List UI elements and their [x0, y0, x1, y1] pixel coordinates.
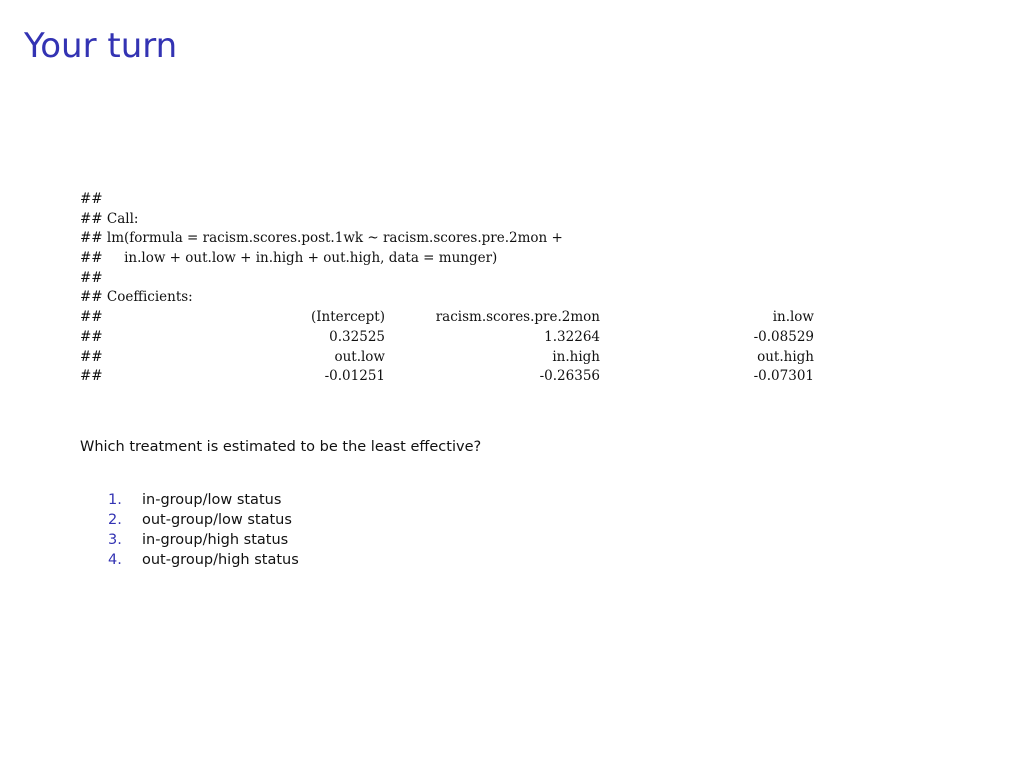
question-text: Which treatment is estimated to be the least effective? [80, 439, 482, 455]
slide-title: Your turn [24, 26, 178, 66]
coefficient-value-row [80, 367, 840, 387]
coefficient-value: -0.26356 [539, 368, 600, 385]
coefficient-value-row [80, 328, 840, 348]
answer-option [108, 510, 299, 530]
coefficient-header-row [80, 348, 840, 368]
comment-prefix: ## [80, 328, 103, 345]
code-text: ## Coefficients: [80, 289, 193, 306]
code-line [80, 288, 840, 308]
option-label: out-group/low status [142, 512, 292, 528]
code-line [80, 190, 840, 210]
option-label: out-group/high status [142, 552, 299, 568]
coefficient-name: (Intercept) [310, 309, 385, 326]
option-label: in-group/low status [142, 492, 282, 508]
option-label: in-group/high status [142, 532, 289, 548]
coefficient-value: -0.07301 [753, 368, 814, 385]
option-number: 4. [108, 552, 122, 568]
coefficient-header-row [80, 308, 840, 328]
answer-option [108, 530, 299, 550]
code-line [80, 269, 840, 289]
coefficient-value: -0.08529 [753, 328, 814, 345]
code-text: ## Call: [80, 210, 139, 227]
coefficient-value: 0.32525 [329, 328, 385, 345]
coefficient-value: 1.32264 [544, 328, 600, 345]
option-number: 3. [108, 532, 122, 548]
r-console-output [80, 190, 840, 387]
option-number: 2. [108, 512, 122, 528]
coefficient-name: racism.scores.pre.2mon [435, 309, 600, 326]
coefficient-name: out.high [757, 348, 814, 365]
answer-option [108, 490, 299, 510]
code-text: ## lm(formula = racism.scores.post.1wk ~ racism.scores.pre.2mon + [80, 230, 563, 247]
coefficient-value: -0.01251 [324, 368, 385, 385]
coefficient-name: out.low [334, 348, 385, 365]
comment-prefix: ## [80, 348, 103, 365]
option-number: 1. [108, 492, 122, 508]
code-line [80, 229, 840, 249]
code-text: ## [80, 269, 103, 286]
code-line [80, 210, 840, 230]
comment-prefix: ## [80, 309, 103, 326]
comment-prefix: ## [80, 368, 103, 385]
answer-options-list [108, 490, 299, 570]
coefficient-name: in.low [772, 309, 814, 326]
code-line [80, 249, 840, 269]
code-text: ## [80, 191, 103, 207]
answer-option [108, 550, 299, 570]
coefficient-name: in.high [552, 348, 600, 365]
code-text: ## in.low + out.low + in.high + out.high, data = munger) [80, 250, 498, 267]
